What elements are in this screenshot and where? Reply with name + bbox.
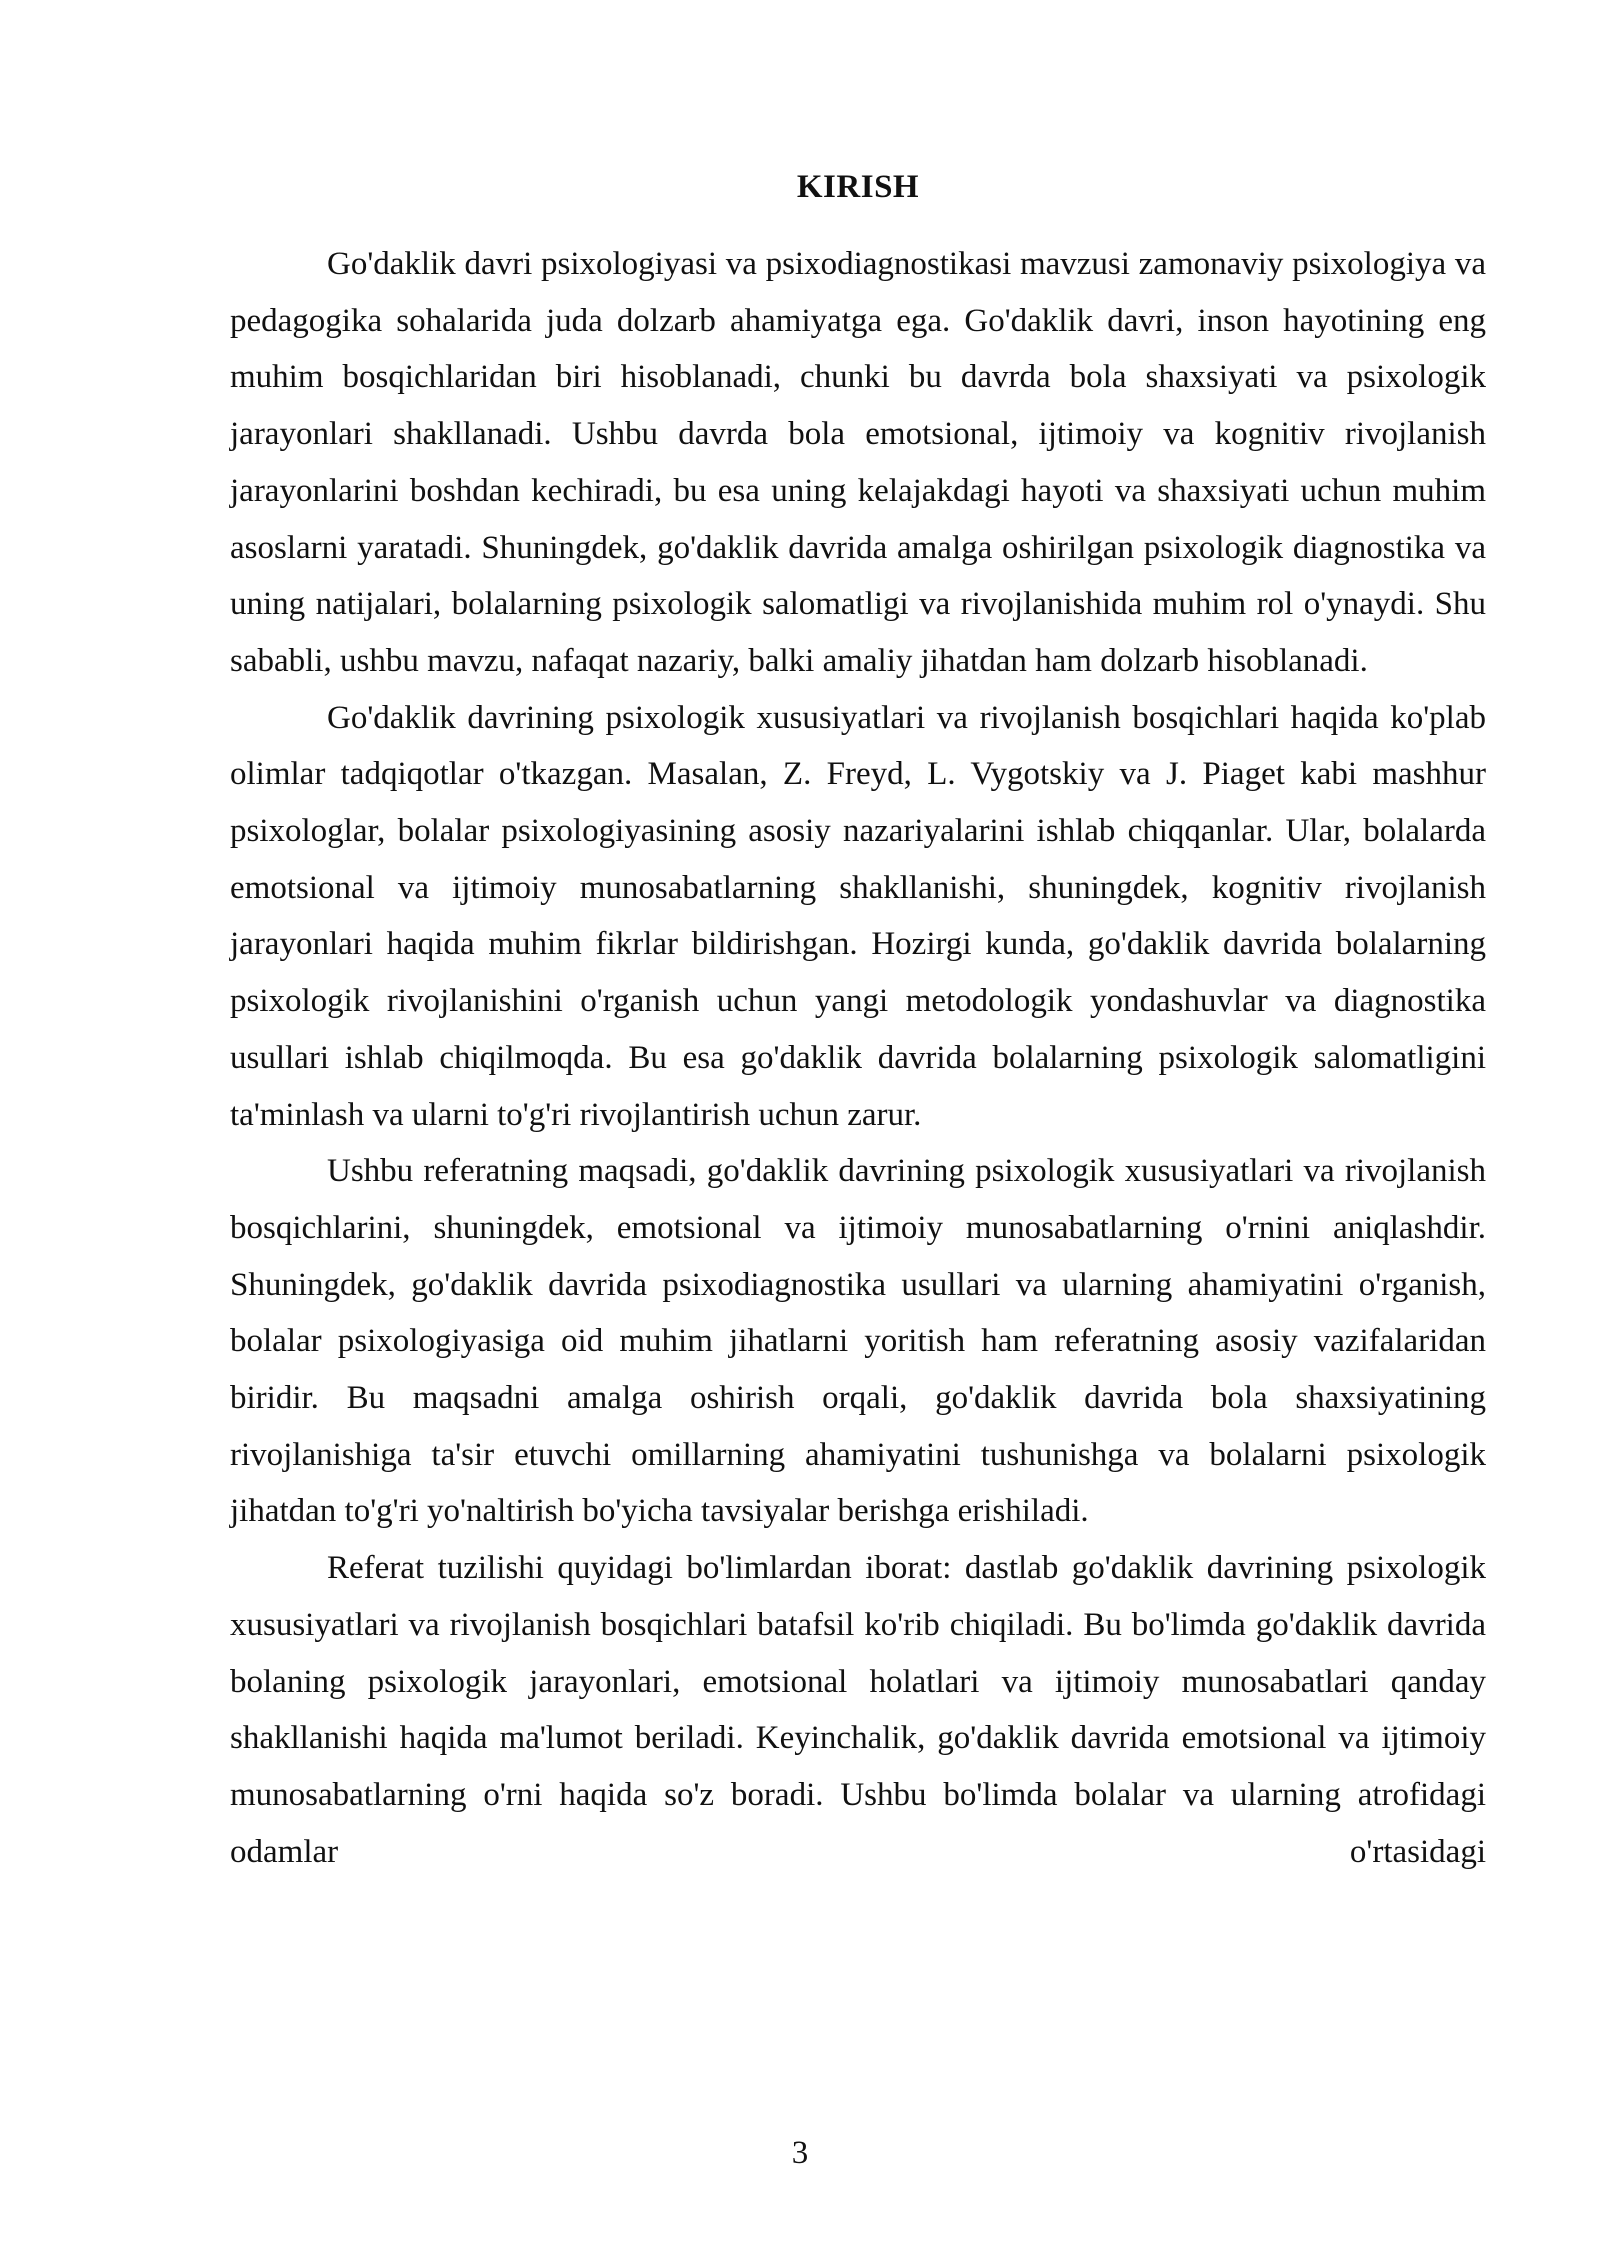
body-paragraph: Go'daklik davri psixologiyasi va psixodiagnostikasi mavzusi zamonaviy psixologiya va pedagogika sohalarida juda dolzarb ahamiyatga ega. Go'daklik davri, inson hayotining eng muhim bosqichlaridan biri hisoblanadi, chunki bu davrda bola shaxsiyati va psixologik jarayonlari shakllanadi. Ushbu davrda bola emotsional, ijtimoiy va kognitiv rivojlanish jarayonlarini boshdan kechiradi, bu esa uning kelajakdagi hayoti va shaxsiyati uchun muhim asoslarni yaratadi. Shuningdek, go'daklik davrida amalga oshirilgan psixologik diagnostika va uning natijalari, bolalarning psixologik salomatligi va rivojlanishida muhim rol o'ynaydi. Shu sababli, ushbu mavzu, nafaqat nazariy, balki amaliy jihatdan ham dolzarb hisoblanadi. [230, 246, 1486, 679]
body-paragraph: Go'daklik davrining psixologik xususiyatlari va rivojlanish bosqichlari haqida ko'plab olimlar tadqiqotlar o'tkazgan. Masalan, Z. Freyd, L. Vygotskiy va J. Piaget kabi mashhur psixologlar, bolalar psixologiyasining asosiy nazariyalarini ishlab chiqqanlar. Ular, bolalarda emotsional va ijtimoiy munosabatlarning shakllanishi, shuningdek, kognitiv rivojlanish jarayonlari haqida muhim fikrlar bildirishgan. Hozirgi kunda, go'daklik davrida bolalarning psixologik rivojlanishini o'rganish uchun yangi metodologik yondashuvlar va diagnostika usullari ishlab chiqilmoqda. Bu esa go'daklik davrida bolalarning psixologik salomatligini ta'minlash va ularni to'g'ri rivojlantirish uchun zarur. [230, 699, 1486, 1133]
page-number: 3 [791, 2135, 809, 2171]
page-content [230, 162, 1486, 1880]
body-paragraph: Referat tuzilishi quyidagi bo'limlardan iborat: dastlab go'daklik davrining psixologik xususiyatlari va rivojlanish bosqichlari batafsil ko'rib chiqiladi. Bu bo'limda go'daklik davrida bolaning psixologik jarayonlari, emotsional holatlari va ijtimoiy munosabatlari qanday shakllanishi haqida ma'lumot beriladi. Keyinchalik, go'daklik davrida emotsional va ijtimoiy munosabatlarning o'rni haqida so'z boradi. Ushbu bo'limda bolalar va ularning atrofidagi odamlar o'rtasidagi [230, 1550, 1486, 1870]
section-title: KIRISH [796, 169, 920, 205]
body-paragraph: Ushbu referatning maqsadi, go'daklik davrining psixologik xususiyatlari va rivojlanish bosqichlarini, shuningdek, emotsional va ijtimoiy munosabatlarning o'rnini aniqlashdir. Shuningdek, go'daklik davrida psixodiagnostika usullari va ularning ahamiyatini o'rganish, bolalar psixologiyasiga oid muhim jihatlarni yoritish ham referatning asosiy vazifalaridan biridir. Bu maqsadni amalga oshirish orqali, go'daklik davrida bola shaxsiyatining rivojlanishiga ta'sir etuvchi omillarning ahamiyatini tushunishga va bolalarni psixologik jihatdan to'g'ri yo'naltirish bo'yicha tavsiyalar berishga erishiladi. [230, 1153, 1486, 1530]
